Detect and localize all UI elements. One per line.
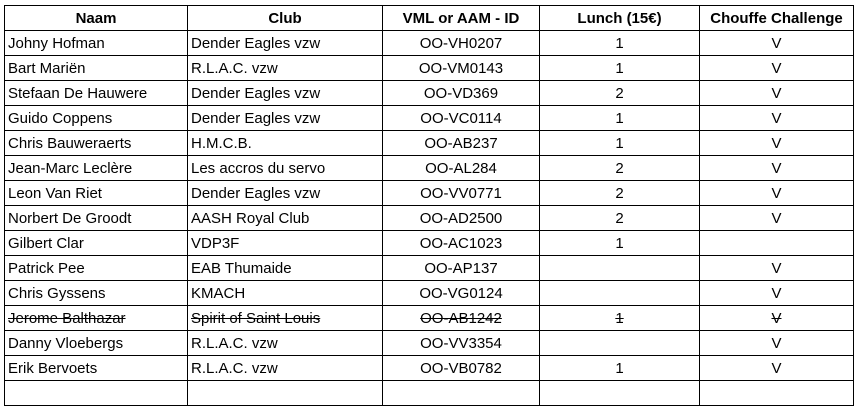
registration-table: [4, 5, 854, 406]
cell-chouffe[interactable]: V: [700, 56, 854, 81]
cell-name[interactable]: Gilbert Clar: [5, 231, 188, 256]
cell-chouffe[interactable]: V: [700, 106, 854, 131]
cell-name[interactable]: Chris Bauweraerts: [5, 131, 188, 156]
cell-chouffe[interactable]: V: [700, 281, 854, 306]
cell-id[interactable]: OO-VV0771: [383, 181, 540, 206]
cell-lunch[interactable]: [540, 331, 700, 356]
cell-club[interactable]: EAB Thumaide: [188, 256, 383, 281]
cell-club[interactable]: Dender Eagles vzw: [188, 181, 383, 206]
cell-club[interactable]: R.L.A.C. vzw: [188, 331, 383, 356]
cell-lunch[interactable]: 2: [540, 181, 700, 206]
cell-club[interactable]: Dender Eagles vzw: [188, 106, 383, 131]
cell-chouffe[interactable]: [700, 381, 854, 406]
table-row: [5, 106, 854, 131]
table-row: [5, 281, 854, 306]
cell-name[interactable]: Bart Mariën: [5, 56, 188, 81]
cell-chouffe[interactable]: V: [700, 131, 854, 156]
cell-club[interactable]: AASH Royal Club: [188, 206, 383, 231]
cell-club[interactable]: R.L.A.C. vzw: [188, 356, 383, 381]
cell-chouffe[interactable]: V: [700, 81, 854, 106]
cell-lunch[interactable]: 2: [540, 206, 700, 231]
cell-chouffe[interactable]: V: [700, 206, 854, 231]
table-row: [5, 256, 854, 281]
cell-club[interactable]: [188, 381, 383, 406]
cell-id[interactable]: OO-AC1023: [383, 231, 540, 256]
cell-club[interactable]: R.L.A.C. vzw: [188, 56, 383, 81]
table-row: [5, 381, 854, 406]
header-lunch: Lunch (15€): [540, 6, 700, 31]
table-row: [5, 181, 854, 206]
cell-chouffe[interactable]: V: [700, 356, 854, 381]
cell-club[interactable]: H.M.C.B.: [188, 131, 383, 156]
table-row: [5, 331, 854, 356]
cell-chouffe[interactable]: V: [700, 256, 854, 281]
cell-id[interactable]: OO-VH0207: [383, 31, 540, 56]
cell-lunch[interactable]: 1: [540, 356, 700, 381]
cell-name[interactable]: Stefaan De Hauwere: [5, 81, 188, 106]
cell-id[interactable]: OO-AB1242: [383, 306, 540, 331]
header-club: Club: [188, 6, 383, 31]
cell-name[interactable]: [5, 381, 188, 406]
table-row: [5, 56, 854, 81]
cell-id[interactable]: OO-VG0124: [383, 281, 540, 306]
cell-id[interactable]: OO-AD2500: [383, 206, 540, 231]
cell-id[interactable]: [383, 381, 540, 406]
header-name: Naam: [5, 6, 188, 31]
cell-name[interactable]: Jean-Marc Leclère: [5, 156, 188, 181]
table-row: [5, 231, 854, 256]
cell-lunch[interactable]: 1: [540, 56, 700, 81]
cell-lunch[interactable]: 1: [540, 106, 700, 131]
cell-id[interactable]: OO-AB237: [383, 131, 540, 156]
cell-club[interactable]: Dender Eagles vzw: [188, 31, 383, 56]
cell-club[interactable]: VDP3F: [188, 231, 383, 256]
cell-lunch[interactable]: [540, 381, 700, 406]
table-row: [5, 206, 854, 231]
cell-lunch[interactable]: 1: [540, 31, 700, 56]
header-row: [5, 6, 854, 31]
cell-lunch[interactable]: 2: [540, 81, 700, 106]
cell-name[interactable]: Leon Van Riet: [5, 181, 188, 206]
cell-id[interactable]: OO-VC0114: [383, 106, 540, 131]
table-row: [5, 81, 854, 106]
cell-id[interactable]: OO-VM0143: [383, 56, 540, 81]
cell-lunch[interactable]: [540, 281, 700, 306]
table-row: [5, 306, 854, 331]
table-row: [5, 31, 854, 56]
cell-name[interactable]: Johny Hofman: [5, 31, 188, 56]
cell-club[interactable]: Dender Eagles vzw: [188, 81, 383, 106]
cell-id[interactable]: OO-AP137: [383, 256, 540, 281]
cell-lunch[interactable]: 2: [540, 156, 700, 181]
cell-name[interactable]: Guido Coppens: [5, 106, 188, 131]
cell-name[interactable]: Danny Vloebergs: [5, 331, 188, 356]
table-row: [5, 131, 854, 156]
cell-id[interactable]: OO-AL284: [383, 156, 540, 181]
cell-chouffe[interactable]: [700, 231, 854, 256]
cell-club[interactable]: Spirit of Saint Louis: [188, 306, 383, 331]
cell-club[interactable]: KMACH: [188, 281, 383, 306]
cell-name[interactable]: Norbert De Groodt: [5, 206, 188, 231]
table-row: [5, 156, 854, 181]
cell-id[interactable]: OO-VV3354: [383, 331, 540, 356]
table-row: [5, 356, 854, 381]
cell-chouffe[interactable]: V: [700, 181, 854, 206]
cell-lunch[interactable]: 1: [540, 231, 700, 256]
header-chouffe: Chouffe Challenge: [700, 6, 854, 31]
cell-lunch[interactable]: [540, 256, 700, 281]
cell-lunch[interactable]: 1: [540, 131, 700, 156]
cell-name[interactable]: Jerome Balthazar: [5, 306, 188, 331]
cell-name[interactable]: Erik Bervoets: [5, 356, 188, 381]
cell-club[interactable]: Les accros du servo: [188, 156, 383, 181]
cell-id[interactable]: OO-VB0782: [383, 356, 540, 381]
cell-chouffe[interactable]: V: [700, 156, 854, 181]
cell-name[interactable]: Patrick Pee: [5, 256, 188, 281]
cell-lunch[interactable]: 1: [540, 306, 700, 331]
cell-chouffe[interactable]: V: [700, 306, 854, 331]
cell-chouffe[interactable]: V: [700, 331, 854, 356]
cell-id[interactable]: OO-VD369: [383, 81, 540, 106]
cell-chouffe[interactable]: V: [700, 31, 854, 56]
cell-name[interactable]: Chris Gyssens: [5, 281, 188, 306]
header-id: VML or AAM - ID: [383, 6, 540, 31]
